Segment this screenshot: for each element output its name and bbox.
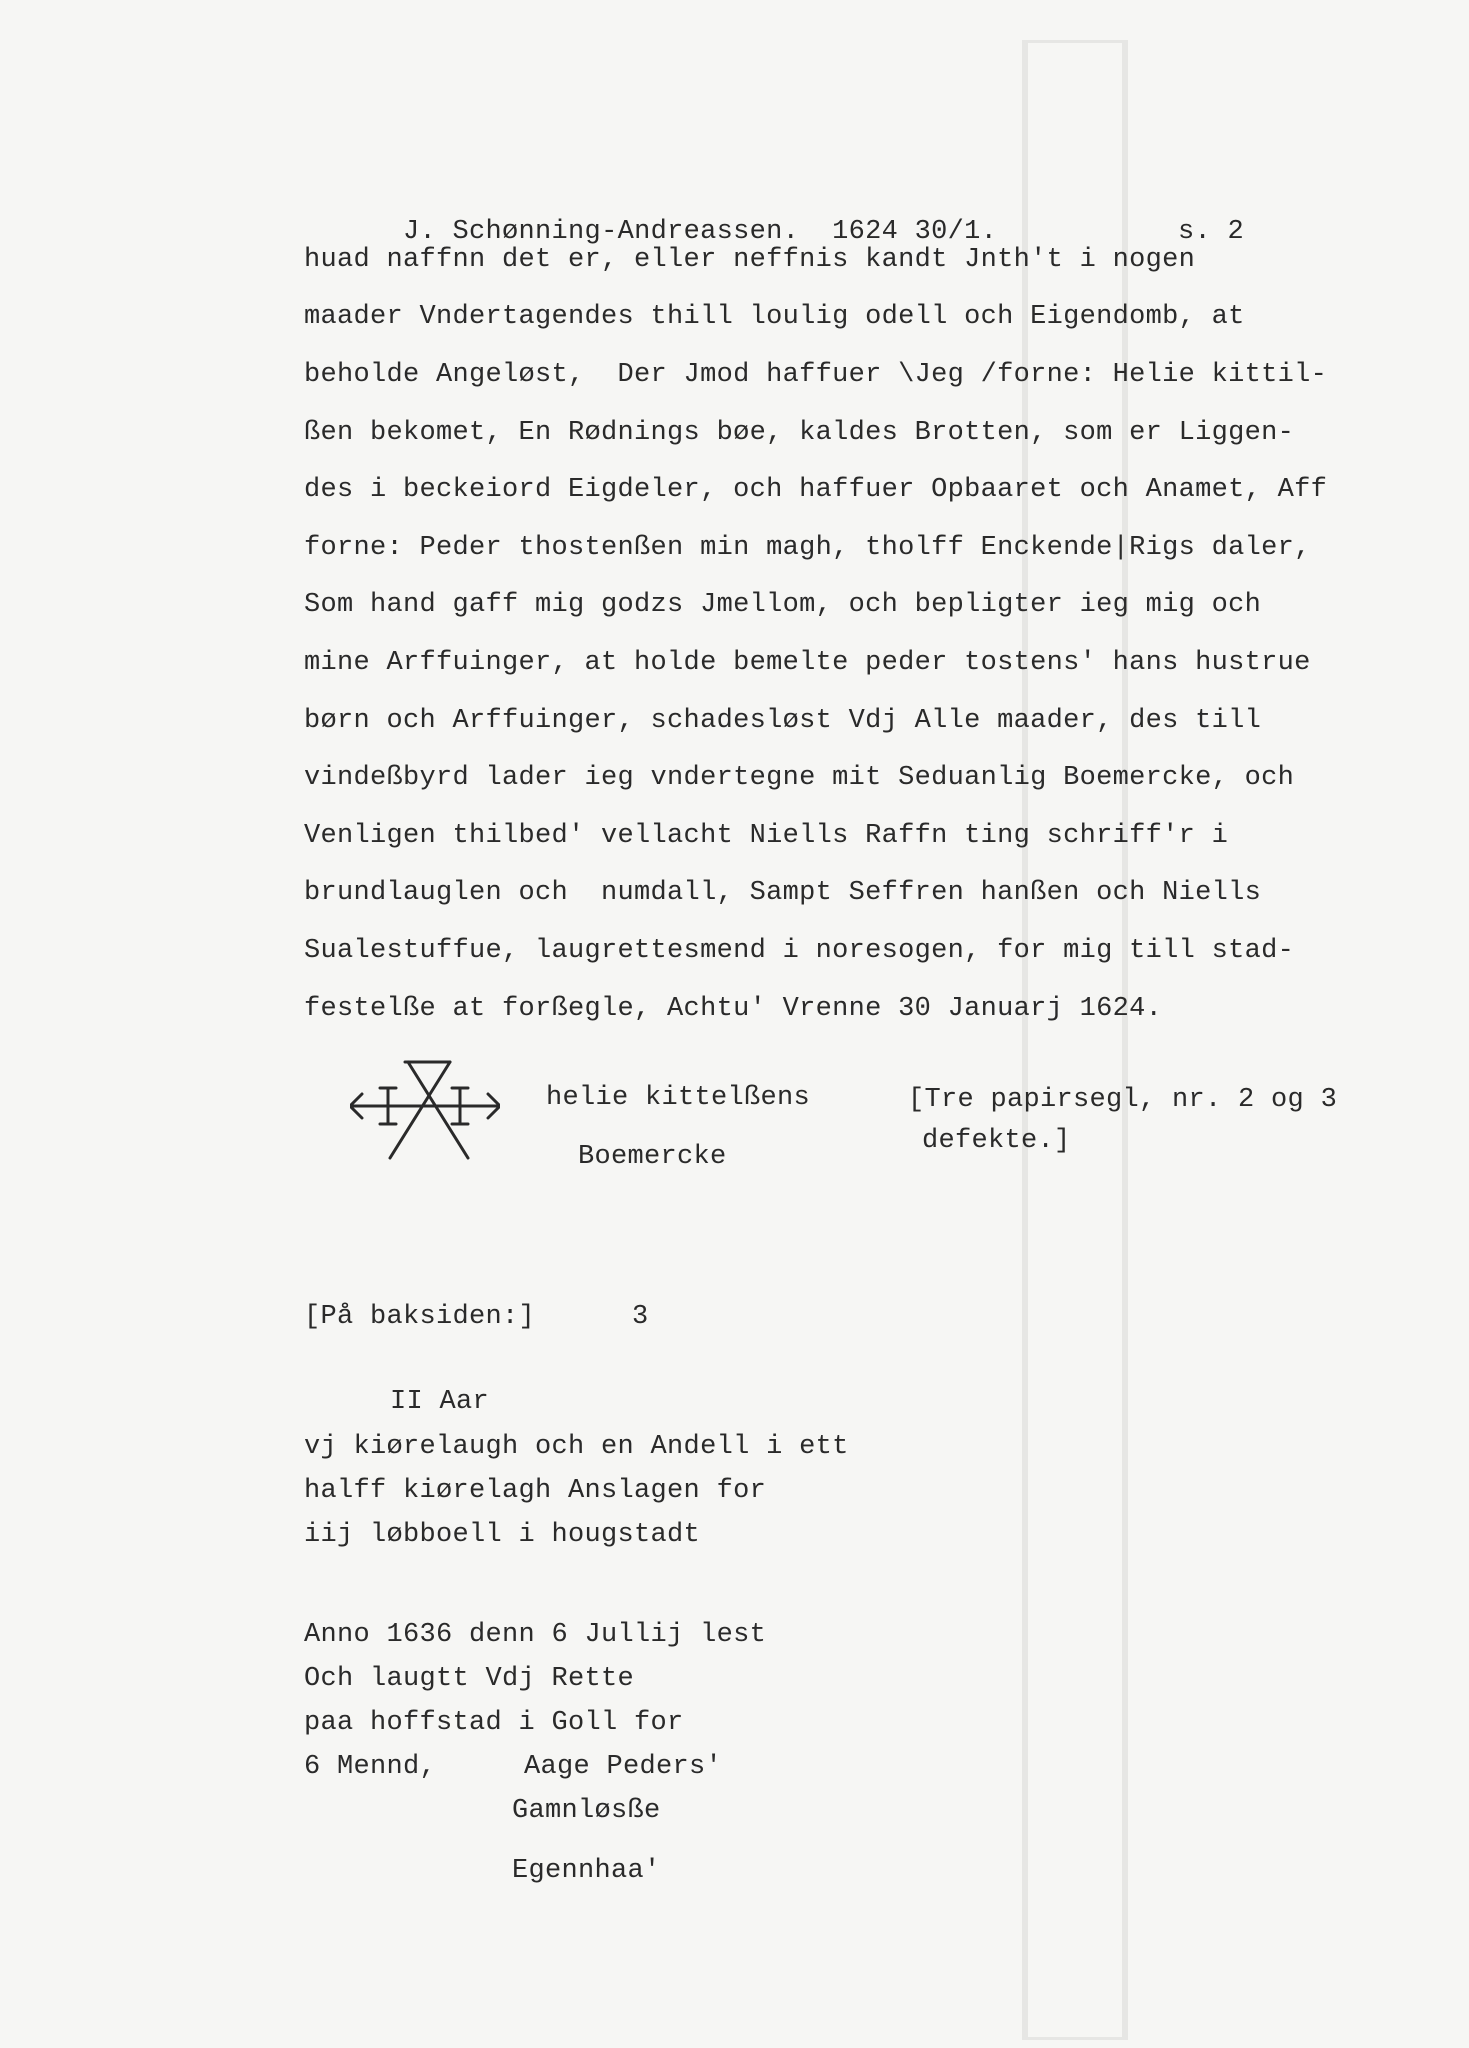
body-line: beholde Angeløst, Der Jmod haffuer \Jeg /forne: Helie kittil- <box>304 360 1328 390</box>
body-line: ßen bekomet, En Rødnings bøe, kaldes Brotten, som er Liggen- <box>304 418 1295 448</box>
body-line: des i beckeiord Eigdeler, och haffuer Opbaaret och Anamet, Aff <box>304 475 1328 505</box>
header-date: 1624 30/1. <box>832 217 998 247</box>
body-line: Venligen thilbed' vellacht Niells Raffn ting schriff'r i <box>304 821 1229 851</box>
body-line: huad naffnn det er, eller neffnis kandt Jnth't i nogen <box>304 245 1196 275</box>
back-line: iij løbboell i hougstadt <box>304 1520 701 1550</box>
header-author: J. Schønning-Andreassen. <box>403 217 800 247</box>
body-line: festelße at forßegle, Achtu' Vrenne 30 Januarj 1624. <box>304 994 1163 1024</box>
signature-name: helie kittelßens <box>546 1083 811 1113</box>
house-mark-symbol <box>350 1058 500 1168</box>
body-line: maader Vndertagendes thill loulig odell och Eigendomb, at <box>304 302 1245 332</box>
signer-line: Egennhaa' <box>512 1856 661 1886</box>
signature-mark-label: Boemercke <box>578 1142 727 1172</box>
back-line: halff kiørelagh Anslagen for <box>304 1476 767 1506</box>
body-line: forne: Peder thostenßen min magh, tholff Enckende|Rigs daler, <box>304 533 1311 563</box>
signer-line: Aage Peders' <box>524 1752 723 1782</box>
body-line: mine Arffuinger, at holde bemelte peder tostens' hans hustrue <box>304 648 1311 678</box>
signer-line: Gamnløsße <box>512 1796 661 1826</box>
body-line: Som hand gaff mig godzs Jmellom, och bepligter ieg mig och <box>304 590 1262 620</box>
anno-line: Anno 1636 denn 6 Jullij lest <box>304 1620 767 1650</box>
body-line: Sualestuffue, laugrettesmend i noresogen, for mig till stad- <box>304 936 1295 966</box>
body-line: vindeßbyrd lader ieg vndertegne mit Seduanlig Boemercke, och <box>304 763 1295 793</box>
back-line: vj kiørelaugh och en Andell i ett <box>304 1432 849 1462</box>
back-number: 3 <box>632 1302 649 1332</box>
back-label: [På baksiden:] <box>304 1302 536 1332</box>
seal-note-line1: [Tre papirsegl, nr. 2 og 3 <box>908 1085 1338 1115</box>
mennd-line: 6 Mennd, <box>304 1752 437 1782</box>
anno-line: paa hoffstad i Goll for <box>304 1708 684 1738</box>
body-line: børn och Arffuinger, schadesløst Vdj Alle maader, des till <box>304 706 1262 736</box>
back-line: II Aar <box>390 1387 490 1417</box>
watermark-stamp <box>1015 40 1135 2040</box>
header-page: s. 2 <box>1178 217 1245 247</box>
seal-note-line2: defekte.] <box>922 1126 1071 1156</box>
anno-line: Och laugtt Vdj Rette <box>304 1664 635 1694</box>
body-line: brundlauglen och numdall, Sampt Seffren hanßen och Niells <box>304 878 1262 908</box>
